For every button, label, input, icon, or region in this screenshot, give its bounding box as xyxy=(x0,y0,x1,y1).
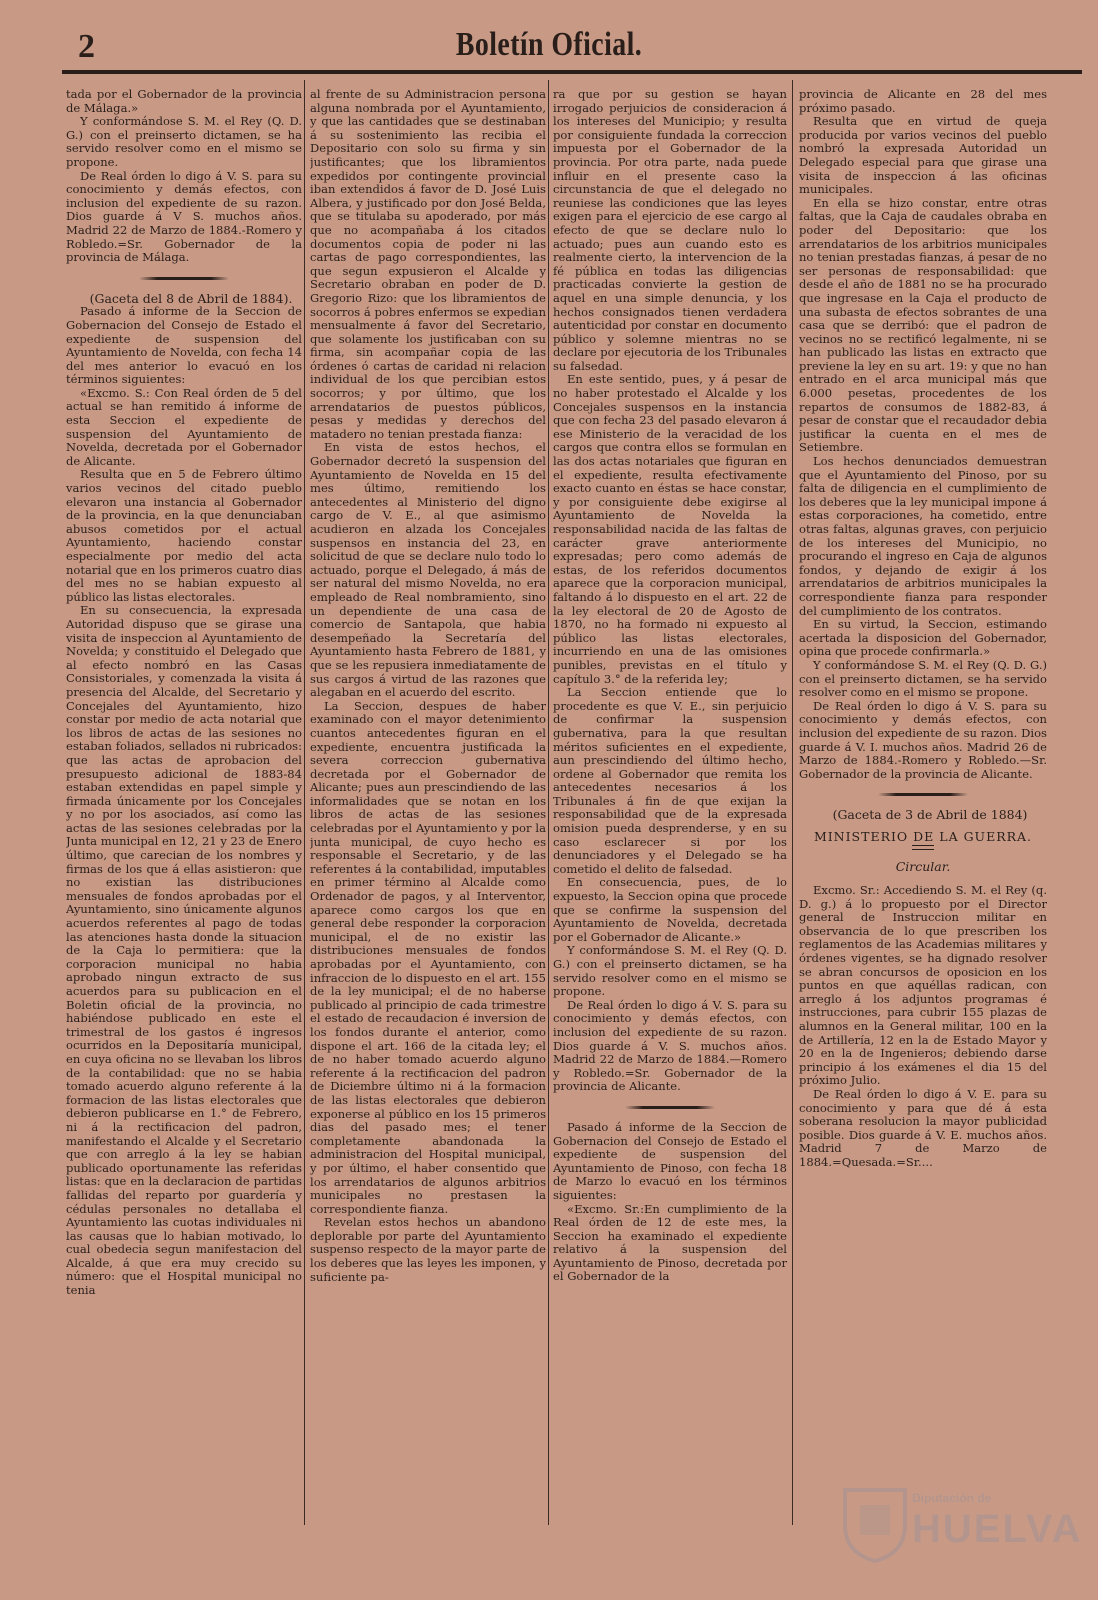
text-column-1 xyxy=(66,88,302,1588)
header-rule xyxy=(62,70,1082,74)
section-separator xyxy=(139,277,229,280)
paragraph: En su virtud, la Seccion, estimando acertada la disposicion del Gobernador, opina que procede confirmarla.» xyxy=(799,617,1047,659)
paragraph: Resulta que en 5 de Febrero último varios vecinos del citado pueblo elevaron una instancia al Gobernador de la provincia, en la que denunciaban abusos cometidos por el actual Ayuntamiento, haciendo constar especialmente por medio del acta notarial que en los primeros cuatro dias del mes no se habian expuesto al público las listas electorales. xyxy=(66,467,302,604)
paragraph: La Seccion entiende que lo procedente es que V. E., sin perjuicio de confirmar la suspension gubernativa, para la que resultan méritos suficientes en el expediente, aun prescindiendo del último hecho, ordene al Gobernador que remita los antecedentes necesarios á los Tribunales á fin de que exijan la responsabilidad que de la expresada omision pueda desprenderse, y en su caso esclarecer si por los denunciadores y el Delegado se ha cometido el delito de falsedad. xyxy=(553,685,787,876)
page-number: 2 xyxy=(78,28,95,65)
paragraph: La Seccion, despues de haber examinado con el mayor detenimiento cuantos antecedentes figuran en el expediente, encuentra justificada la severa correccion gubernativa decretada por el Gobernador de Alicante; pues aun prescindiendo de las informalidades que se notan en los libros de actas de las sesiones celebradas por el Ayuntamiento y por la junta municipal, de cuyo hecho es responsable el Secretario, y de las referentes á la contabilidad, imputables en primer término al Alcalde como Ordenador de pagos, y al Interventor, aparece como cargos los que en general debe responder la corporacion municipal, el de no existir las distribuciones mensuales de fondos aprobadas por el Ayuntamiento, con infraccion de lo dispuesto en el art. 155 de la ley municipal; el de no haberse publicado al principio de cada trimestre el estado de recaudacion é inversion de los fondos durante el anterior, como dispone el art. 166 de la citada ley; el de no haber tomado acuerdo alguno referente á la rectificacion del padron de Diciembre último ni á la formacion de las listas electorales que debieron exponerse al público en los 15 primeros dias del pasado mes; el tener completamente abandonada la administracion del Hospital municipal, y por último, el haber consentido que los arrendatarios de algunos arbitrios municipales no prestasen la correspondiente fianza. xyxy=(310,698,546,1216)
paragraph: ra que por su gestion se hayan irrogado perjuicios de consideracion á los intereses del Municipio; y resulta por consiguiente fundada la correccion impuesta por el Gobernador de la provincia. Por otra parte, nada puede influir en el presente caso la circunstancia de que el delegado no reuniese las condiciones que las leyes exigen para el ejercicio de ese cargo al efecto de que se declare nulo lo actuado; pues aun cuando esto es realmente cierto, la intervencion de la fé pública en todas las diligencias practicadas convierte la gestion de aquel en una simple denuncia, y los hechos consignados tienen verdadera autenticidad por constar en documento público y solemne mientras no se declare por ejecutoria de los Tribunales su falsedad. xyxy=(553,88,787,373)
watermark-name: HUELVA xyxy=(912,1507,1083,1551)
paragraph: provincia de Alicante en 28 del mes próximo pasado. xyxy=(799,88,1047,115)
paragraph: En este sentido, pues, y á pesar de no haber protestado el Alcalde y los Concejales suspensos en la instancia que con fecha 23 del pasado elevaron á ese Ministerio de la veracidad de los cargos que contra ellos se formulan en las dos actas notariales que figuran en el expediente, resulta efectivamente exacto cuanto en éstas se hace constar, y por consiguiente debe exigirse al Ayuntamiento de Novelda la responsabilidad nacida de las faltas de carácter grave anteriormente expresadas; pero como además de estas, de los referidos documentos aparece que la corporacion municipal, faltando á lo dispuesto en el art. 22 de la ley electoral de 20 de Agosto de 1870, no ha formado ni expuesto al público las listas electorales, incurriendo en una de las omisiones punibles, previstas en el título y capítulo 3.° de la referida ley; xyxy=(553,372,787,686)
gazette-citation: (Gaceta del 8 de Abril de 1884). xyxy=(89,290,293,306)
crest-icon xyxy=(840,1485,910,1563)
paragraph: Pasado á informe de la Seccion de Gobernacion del Consejo de Estado el expediente de suspension del Ayuntamiento de Pinoso, con fecha 18 de Marzo lo evacuó en los términos siguientes: xyxy=(553,1119,787,1202)
paragraph: «Excmo. S.: Con Real órden de 5 del actual se han remitido á informe de esta Seccion el expediente de suspension del Ayuntamiento de Novelda, decretada por el Gobernador de Alicante. xyxy=(66,385,302,468)
heading-rule xyxy=(912,845,934,850)
paragraph: Excmo. Sr.: Accediendo S. M. el Rey (q. D. g.) á lo propuesto por el Director general de Instruccion militar en observancia de lo que prescriben los reglamentos de las Academias militares y órdenes vigentes, se ha dignado resolver se abran concursos de oposicion en los puntos en que aquéllas radican, con arreglo á los adjuntos programas é instrucciones, para cubrir 155 plazas de alumnos en la General militar, 100 en la de Artillería, 12 en la de Estado Mayor y 20 en la de Ingenieros; debiendo darse principio á los exámenes el dia 15 del próximo Julio. xyxy=(799,883,1047,1088)
paragraph: al frente de su Administracion persona alguna nombrada por el Ayuntamiento, y que las cantidades que se destinaban á su sostenimiento las recibia el Depositario con solo su firma y sin justificantes; que los libramientos expedidos por contingente provincial iban extendidos á favor de D. José Luis Albera, y justificado por don José Belda, que se titulaba su apoderado, por más que no acompañaba á los citados documentos copia de poder ni las cartas de pago correspondientes, las que segun expusieron el Alcalde y Secretario obraban en poder de D. Gregorio Rizo: que los libramientos de socorros á pobres enfermos se expedian mensualmente á favor del Secretario, que solamente los justificaban con su firma, sin acompañar copia de las órdenes ó cartas de caridad ni relacion individual de los que percibian estos socorros; y por último, que los arrendatarios de puestos públicos, pesas y medidas y derechos del matadero no tenian prestada fianza: xyxy=(310,88,546,441)
paragraph: De Real órden lo digo á V. E. para su conocimiento y para que dé á esta soberana resolucion la mayor publicidad posible. Dios guarde á V. E. muchos años. Madrid 7 de Marzo de 1884.=Quesada.=Sr.... xyxy=(799,1086,1047,1169)
section-subheading: Circular. xyxy=(895,859,951,875)
text-column-4 xyxy=(799,88,1047,1588)
paragraph: Y conformándose S. M. el Rey (Q. D. G.) con el preinserto dictamen, se ha servido resolver como en el mismo se propone. xyxy=(799,657,1047,700)
paragraph: tada por el Gobernador de la provincia de Málaga.» xyxy=(66,88,302,115)
library-watermark xyxy=(840,1485,1083,1565)
column-divider xyxy=(548,80,549,1525)
paragraph: Pasado á informe de la Seccion de Gobernacion del Consejo de Estado el expediente de suspension del Ayuntamiento de Novelda, con fecha 14 del mes anterior lo evacuó en los términos siguientes: xyxy=(66,304,302,387)
gazette-citation: (Gaceta de 3 de Abril de 1884) xyxy=(832,807,1028,823)
paragraph: En vista de estos hechos, el Gobernador decretó la suspension del Ayuntamiento de Novelda en 15 del mes último, remitiendo los antecedentes al Ministerio del digno cargo de V. E., al que asimismo acudieron en alzada los Concejales suspensos en instancia del 23, en solicitud de que se declare nulo todo lo actuado, porque el Delegado, á más de ser natural del mismo Novelda, no era empleado de Real nombramiento, sino un dependiente de una casa de comercio de Santapola, que habia desempeñado la Secretaría del Ayuntamiento hasta Febrero de 1881, y que se les repusiera inmediatamente de sus cargos á virtud de las razones que alegaban en el acuerdo del escrito. xyxy=(310,440,546,700)
text-column-2 xyxy=(310,88,546,1588)
paragraph: Revelan estos hechos un abandono deplorable por parte del Ayuntamiento suspenso respecto de la mayor parte de los deberes que las leyes les imponen, y suficiente pa- xyxy=(310,1215,546,1284)
paragraph: De Real órden lo digo á V. S. para su conocimiento y demás efectos, con inclusion del expediente de su razon. Dios guarde á V. I. muchos años. Madrid 26 de Marzo de 1884.-Romero y Robledo.—Sr. Gobernador de la provincia de Alicante. xyxy=(799,698,1047,781)
watermark-label: Diputación de xyxy=(912,1491,992,1505)
section-separator xyxy=(878,793,968,796)
text-column-3 xyxy=(553,88,787,1588)
column-divider xyxy=(304,80,305,1525)
paragraph: En su consecuencia, la expresada Autoridad dispuso que se girase una visita de inspeccion al Ayuntamiento de Novelda; y constituido el Delegado que al efecto nombró en las Casas Consistoriales, y comenzada la visita á presencia del Alcalde, del Secretario y Concejales del Ayuntamiento, hizo constar por medio de acta notarial que los libros de actas de las sesiones no estaban foliados, sellados ni rubricados: que las actas de aprobacion del presupuesto adicional de 1883-84 estaban extendidas en papel simple y firmada únicamente por los Concejales y no por los asociados, así como las actas de las sesiones celebradas por la Junta municipal en 12, 21 y 23 de Enero último, que carecian de los nombres y firmas de los que á ellas asistieron: que no existian las distribuciones mensuales de fondos aprobadas por el Ayuntamiento, sino únicamente algunos acuerdos referentes al pago de todas las atenciones hasta donde la situacion de la Caja lo permitiera: que la corporacion municipal no habia aprobado ningun extracto de sus acuerdos para su publicacion en el Boletin oficial de la provincia, no habiéndose publicado en este el trimestral de los gastos é ingresos ocurridos en la Depositaría municipal, en cuya oficina no se llevaban los libros de la contabilidad: que no se habia tomado acuerdo alguno referente á la formacion de las listas electorales que debieron publicarse en 1.° de Febrero, ni á la rectificacion del padron, manifestando el Alcalde y el Secretario que con arreglo á la ley se habian publicado oportunamente las referidas listas: que en la declaracion de partidas fallidas del reparto por guardería y cédulas personales no detallaba el Ayuntamiento las cuotas individuales ni las causas que lo habian motivado, lo cual obedecia segun manifestacion del Alcalde, á que era muy crecido su número: que el Hospital municipal no tenia xyxy=(66,603,302,1298)
paragraph: Y conformándose S. M. el Rey (Q. D. G.) con el preinserto dictamen, se ha servido resolver como en el mismo se propone. xyxy=(66,114,302,169)
paragraph: Y conformándose S. M. el Rey (Q. D. G.) con el preinserto dictamen, se ha servido resolver como en el mismo se propone. xyxy=(553,943,787,999)
paragraph: De Real órden lo digo á V. S. para su conocimiento y demás efectos, con inclusion del expediente de su razon. Dios guarde á V S. muchos años. Madrid 22 de Marzo de 1884.-Romero y Robledo.=Sr. Gobernador de la provincia de Málaga. xyxy=(66,168,302,265)
page-header xyxy=(0,0,1098,78)
column-divider xyxy=(792,80,793,1525)
section-heading: MINISTERIO DE LA GUERRA. xyxy=(813,828,1033,844)
paragraph: En ella se hizo constar, entre otras faltas, que la Caja de caudales obraba en poder del Depositario: que los arrendatarios de los arbitrios municipales no tenian prestadas fianzas, á pesar de no ser personas de responsabilidad: que desde el año de 1881 no se ha procurado que ingresase en la Caja el producto de una subasta de efectos sobrantes de una casa que se derribó: que el padron de vecinos no se rectificó legalmente, ni se han publicado las listas en extracto que previene la ley en su art. 19: y que no han entrado en el arca municipal más que 6.000 pesetas, procedentes de los repartos de consumos de 1882-83, á pesar de constar que el recaudador debia justificar la cuenta en el mes de Setiembre. xyxy=(799,195,1047,455)
paragraph: Los hechos denunciados demuestran que el Ayuntamiento del Pinoso, por su falta de diligencia en el cumplimiento de los deberes que la ley municipal impone á estas corporaciones, ha cometido, entre otras faltas, algunas graves, con perjuicio de los intereses del Municipio, no procurando el ingreso en Caja de algunos fondos, y dejando de exigir á los arrendatarios de arbitrios municipales la correspondiente fianza para responder del cumplimiento de los contratos. xyxy=(799,454,1047,618)
newspaper-title: Boletín Oficial. xyxy=(455,26,643,63)
paragraph: «Excmo. Sr.:En cumplimiento de la Real órden de 12 de este mes, la Seccion ha examinado el expediente relativo á la suspension del Ayuntamiento de Pinoso, decretada por el Gobernador de la xyxy=(553,1201,787,1284)
paragraph: De Real órden lo digo á V. S. para su conocimiento y demás efectos, con inclusion del expediente de su razon. Dios guarde á V. S. muchos años. Madrid 22 de Marzo de 1884.—Romero y Robledo.=Sr. Gobernador de la provincia de Alicante. xyxy=(553,997,787,1094)
paragraph: Resulta que en virtud de queja producida por varios vecinos del pueblo nombró la expresada Autoridad un Delegado especial para que girase una visita de inspeccion á las oficinas municipales. xyxy=(799,114,1047,197)
section-separator xyxy=(625,1106,715,1109)
paragraph: En consecuencia, pues, de lo expuesto, la Seccion opina que procede que se confirme la suspension del Ayuntamiento de Novelda, decretada por el Gobernador de Alicante.» xyxy=(553,875,787,944)
